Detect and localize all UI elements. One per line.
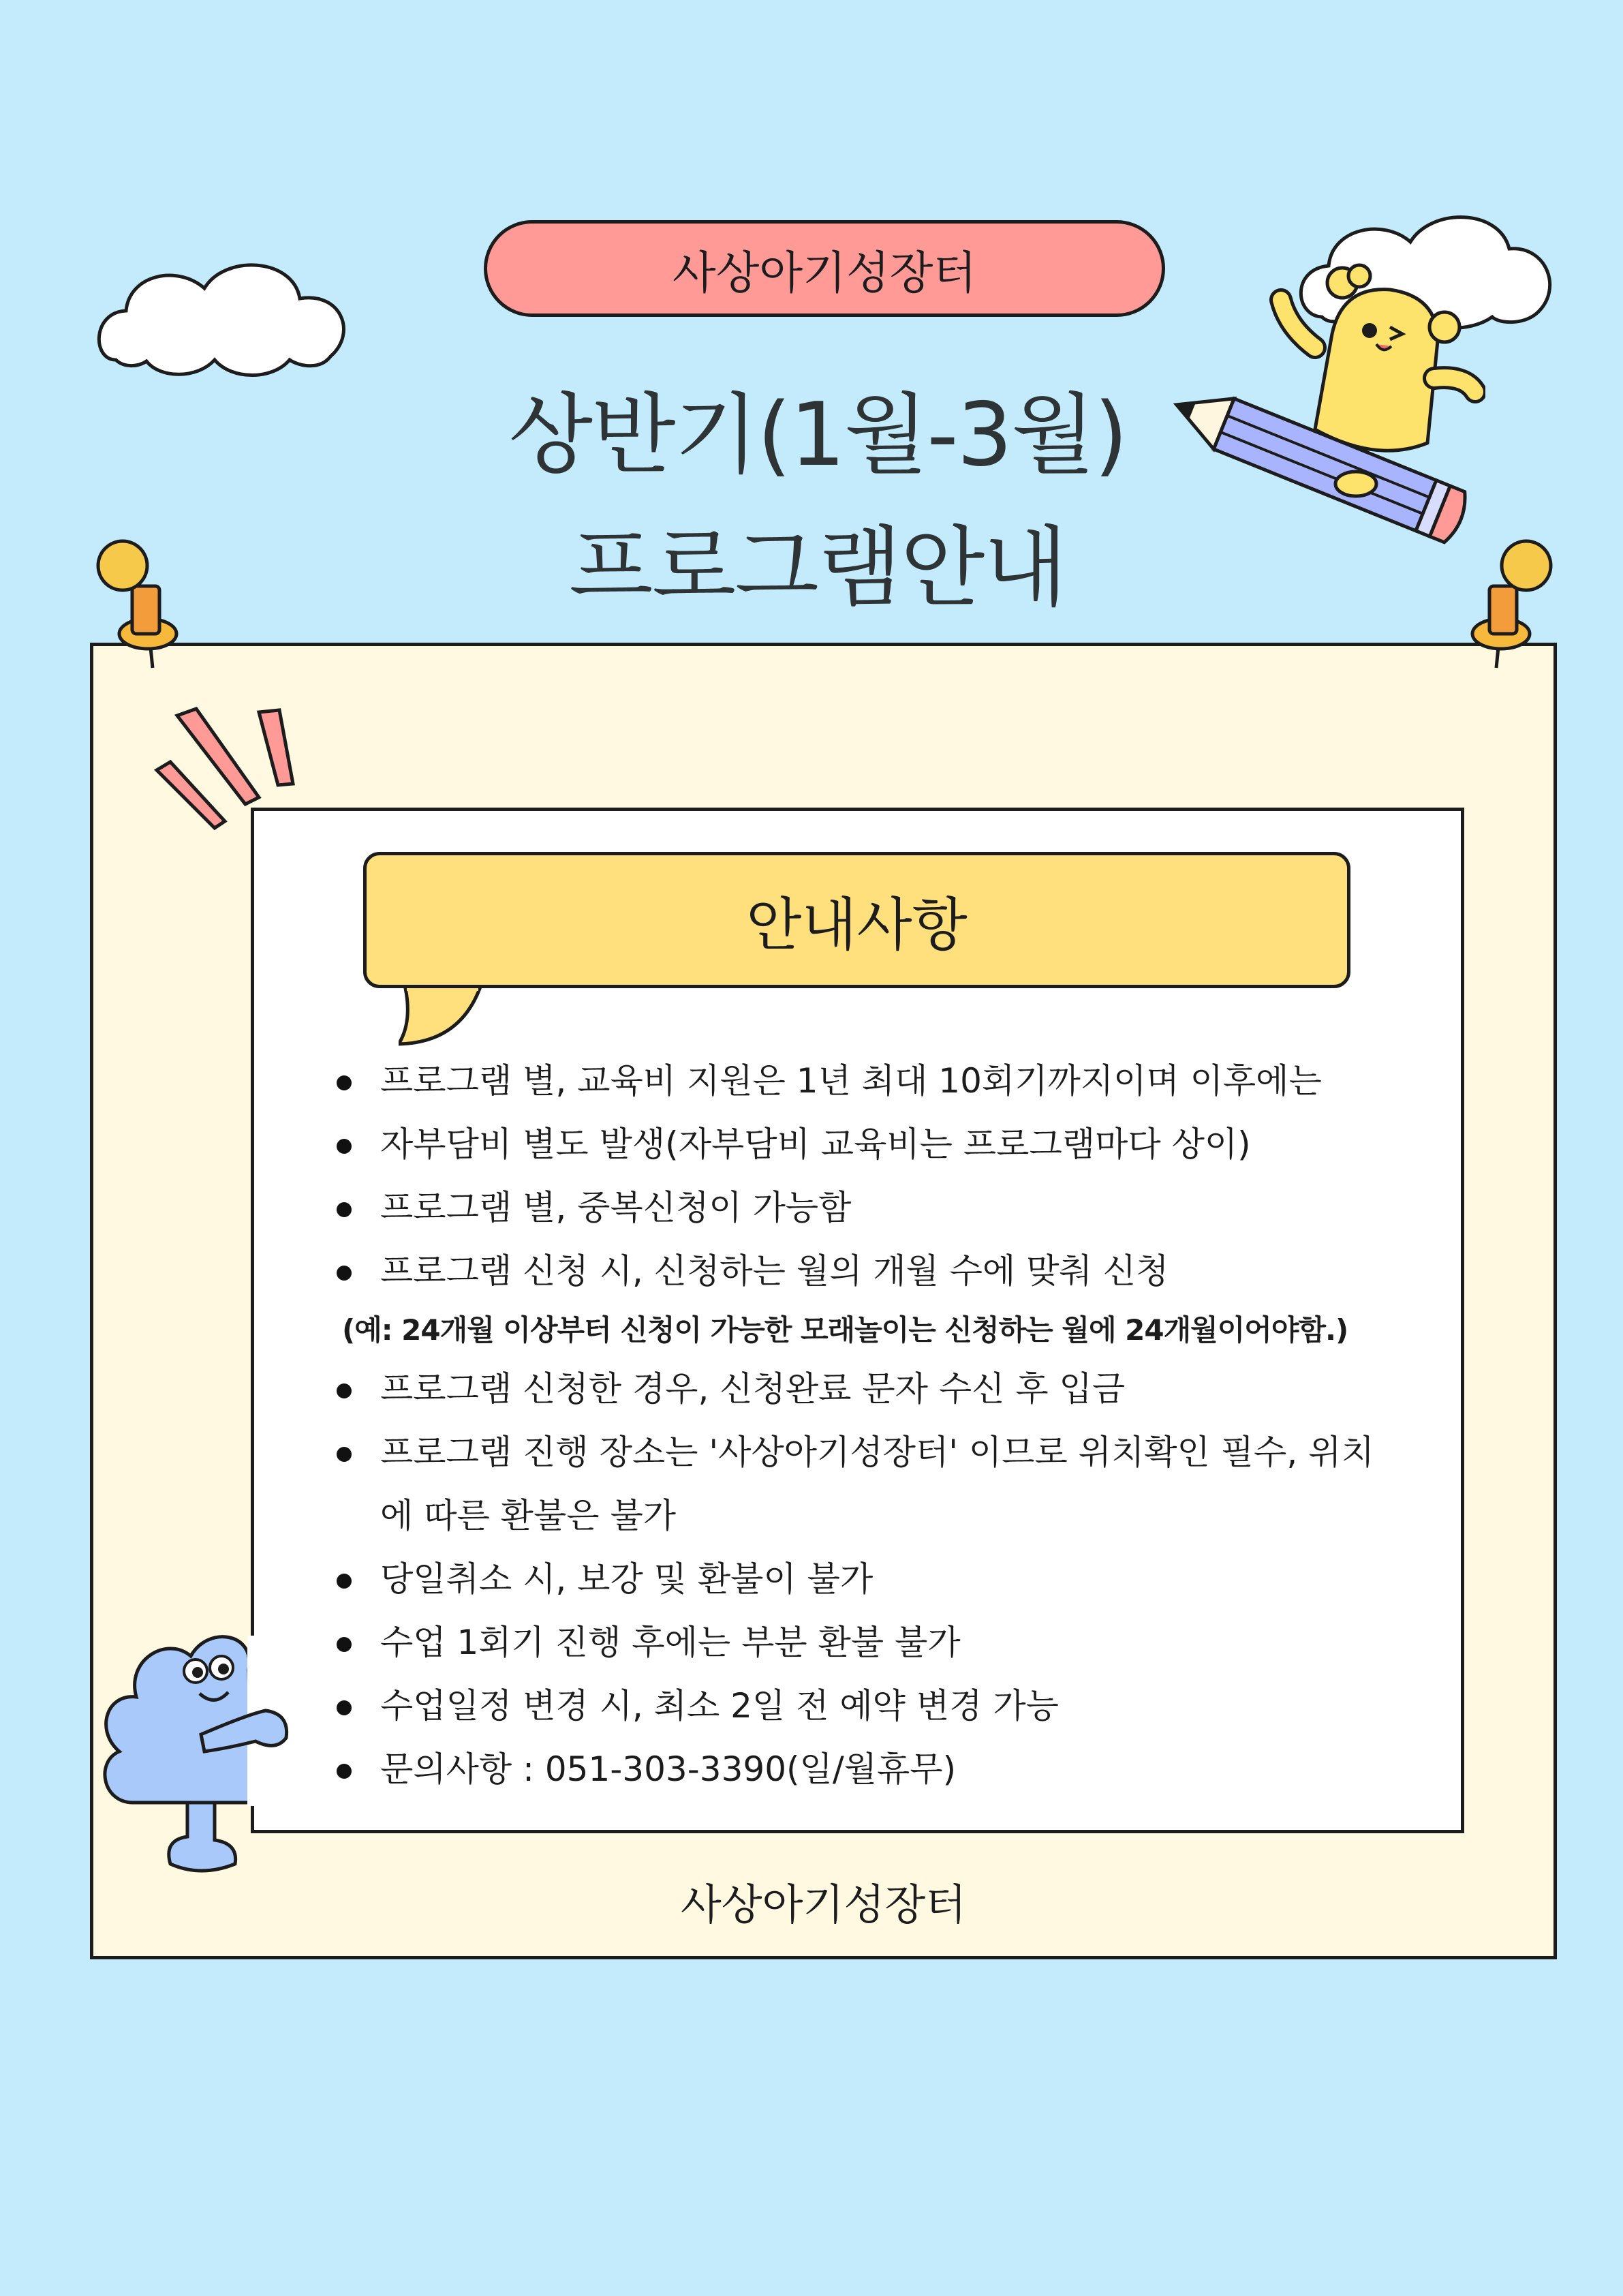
bullet-icon xyxy=(337,1075,352,1090)
list-item: 자부담비 별도 발생(자부담비 교육비는 프로그램마다 상이) xyxy=(334,1113,1451,1176)
list-item: 프로그램 신청 시, 신청하는 월의 개월 수에 맞춰 신청 xyxy=(334,1240,1451,1303)
cloud-icon xyxy=(95,258,354,380)
list-item-continuation: 에 따른 환불은 불가 xyxy=(380,1496,677,1535)
page-title-line1: 상반기(1월-3월) xyxy=(508,384,1127,486)
list-item: 프로그램 별, 교육비 지원은 1년 최대 10회기까지이며 이후에는 xyxy=(334,1050,1451,1113)
bullet-icon xyxy=(337,1637,352,1652)
list-item: 프로그램 신청한 경우, 신청완료 문자 수신 후 입금 xyxy=(334,1358,1451,1421)
org-badge-label: 사상아기성장터 xyxy=(672,246,977,299)
bullet-icon xyxy=(337,1266,352,1281)
push-pin-icon xyxy=(90,538,185,675)
bullet-icon xyxy=(337,1383,352,1398)
blue-cloud-character-icon xyxy=(92,1578,296,1878)
list-item: 수업일정 변경 시, 최소 2일 전 예약 변경 가능 xyxy=(334,1674,1451,1738)
footer-org-name: 사상아기성장터 xyxy=(680,1880,967,1929)
list-item: 당일취소 시, 보강 및 환불이 불가 xyxy=(334,1548,1451,1611)
speech-bubble-tail xyxy=(399,981,494,1050)
list-item: 문의사항 : 051-303-3390(일/월휴무) xyxy=(334,1738,1451,1801)
notice-list xyxy=(334,1050,1451,1801)
page-title-line2: 프로그램안내 xyxy=(569,517,1066,619)
bullet-icon xyxy=(337,1202,352,1217)
bullet-icon xyxy=(337,1447,352,1462)
bullet-icon xyxy=(337,1139,352,1154)
bullet-icon xyxy=(337,1700,352,1715)
bullet-icon xyxy=(337,1764,352,1779)
notice-heading-label: 안내사항 xyxy=(746,891,968,958)
bullet-icon xyxy=(337,1574,352,1589)
list-item-note: (예: 24개월 이상부터 신청이 가능한 모래놀이는 신청하는 월에 24개월이어야함.) xyxy=(342,1313,1348,1347)
yellow-character-icon xyxy=(1267,259,1485,504)
org-badge xyxy=(484,220,1165,317)
list-item: 수업 1회기 진행 후에는 부분 환불 불가 xyxy=(334,1611,1451,1674)
list-item: 프로그램 진행 장소는 '사상아기성장터' 이므로 위치확인 필수, 위치 xyxy=(334,1421,1451,1484)
list-item: 프로그램 별, 중복신청이 가능함 xyxy=(334,1176,1451,1240)
notice-heading xyxy=(363,852,1350,988)
push-pin-icon xyxy=(1464,538,1559,675)
